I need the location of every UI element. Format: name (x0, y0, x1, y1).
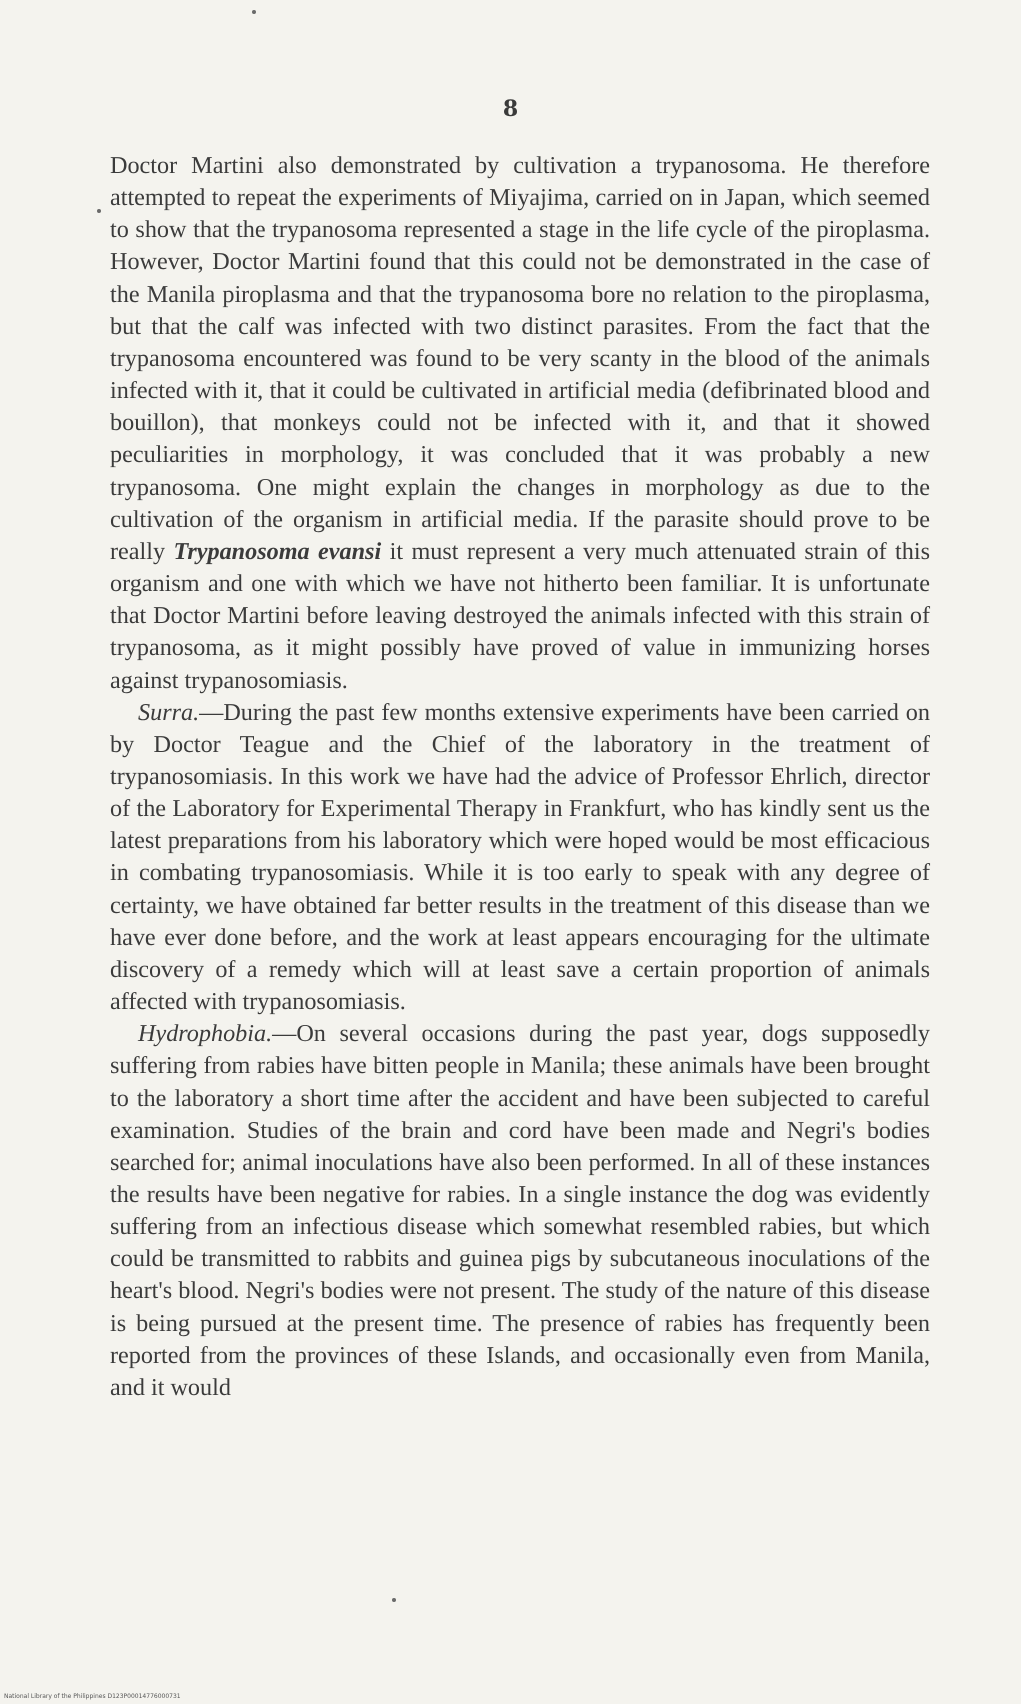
species-name: Trypanosoma evansi (173, 537, 382, 565)
page-number: 8 (502, 96, 519, 122)
paragraph-surra (110, 697, 930, 1019)
paragraph-hydrophobia (110, 1018, 930, 1404)
section-lead-hydrophobia: Hydrophobia. (138, 1020, 273, 1048)
library-stamp: National Library of the Philippines D123P00014776000731 (4, 1693, 181, 1700)
paragraph-trypanosoma (110, 150, 930, 697)
scan-speck-margin (97, 209, 101, 213)
section-lead-surra: Surra. (138, 698, 200, 726)
body-text (110, 150, 930, 1404)
scan-speck-top (252, 10, 256, 14)
paragraph-text: Doctor Martini also demonstrated by cultivation a trypanosoma. He therefore attempted to repeat the experiments of Miyajima, carried on in Japan, which seemed to show that the trypanosoma represented a stage in the life cycle of the piroplasma. However, Doctor Martini found that this could not be demonstrated in the case of the Manila piroplasma and that the trypanosoma bore no relation to the piroplasma, but that the calf was infected with two distinct parasites. From the fact that the trypanosoma encountered was found to be very scanty in the blood of the animals infected with it, that it could be cultivated in artificial media (defibrinated blood and bouillon), that monkeys could not be infected with it, and that it showed peculiarities in morphology, it was concluded that it was probably a new trypanosoma. One might explain the changes in morphology as due to the cultivation of the organism in artificial media. If the parasite should prove to be really (110, 152, 930, 565)
paragraph-text: —On several occasions during the past year, dogs supposedly suffering from rabies have bitten people in Manila; these animals have been brought to the laboratory a short time after the accident and have been subjected to careful examination. Studies of the brain and cord have been made and Negri's bodies searched for; animal inoculations have also been performed. In all of these instances the results have been negative for rabies. In a single instance the dog was evidently suffering from an infectious disease which somewhat resembled rabies, but which could be transmitted to rabbits and guinea pigs by subcutaneous inoculations of the heart's blood. Negri's bodies were not present. The study of the nature of this disease is being pursued at the present time. The presence of rabies has frequently been reported from the provinces of these Islands, and occasionally even from Manila, and it would (110, 1020, 930, 1401)
paragraph-text-continued: it must represent a very much attenuated strain of this organism and one with which we have not hitherto been familiar. It is unfortunate that Doctor Martini before leaving destroyed the animals infected with this strain of trypanosoma, as it might possibly have proved of value in immunizing horses against trypanosomiasis. (110, 537, 930, 694)
paragraph-text: —During the past few months extensive experiments have been carried on by Doctor Teague and the Chief of the laboratory in the treatment of trypanosomiasis. In this work we have had the advice of Professor Ehrlich, director of the Laboratory for Experimental Therapy in Frankfurt, who has kindly sent us the latest preparations from his laboratory which were hoped would be most efficacious in combating trypanosomiasis. While it is too early to speak with any degree of certainty, we have obtained far better results in the treatment of this disease than we have ever done before, and the work at least appears encouraging for the ultimate discovery of a remedy which will at least save a certain proportion of animals affected with trypanosomiasis. (110, 698, 930, 1016)
scan-speck-bottom (392, 1598, 396, 1602)
